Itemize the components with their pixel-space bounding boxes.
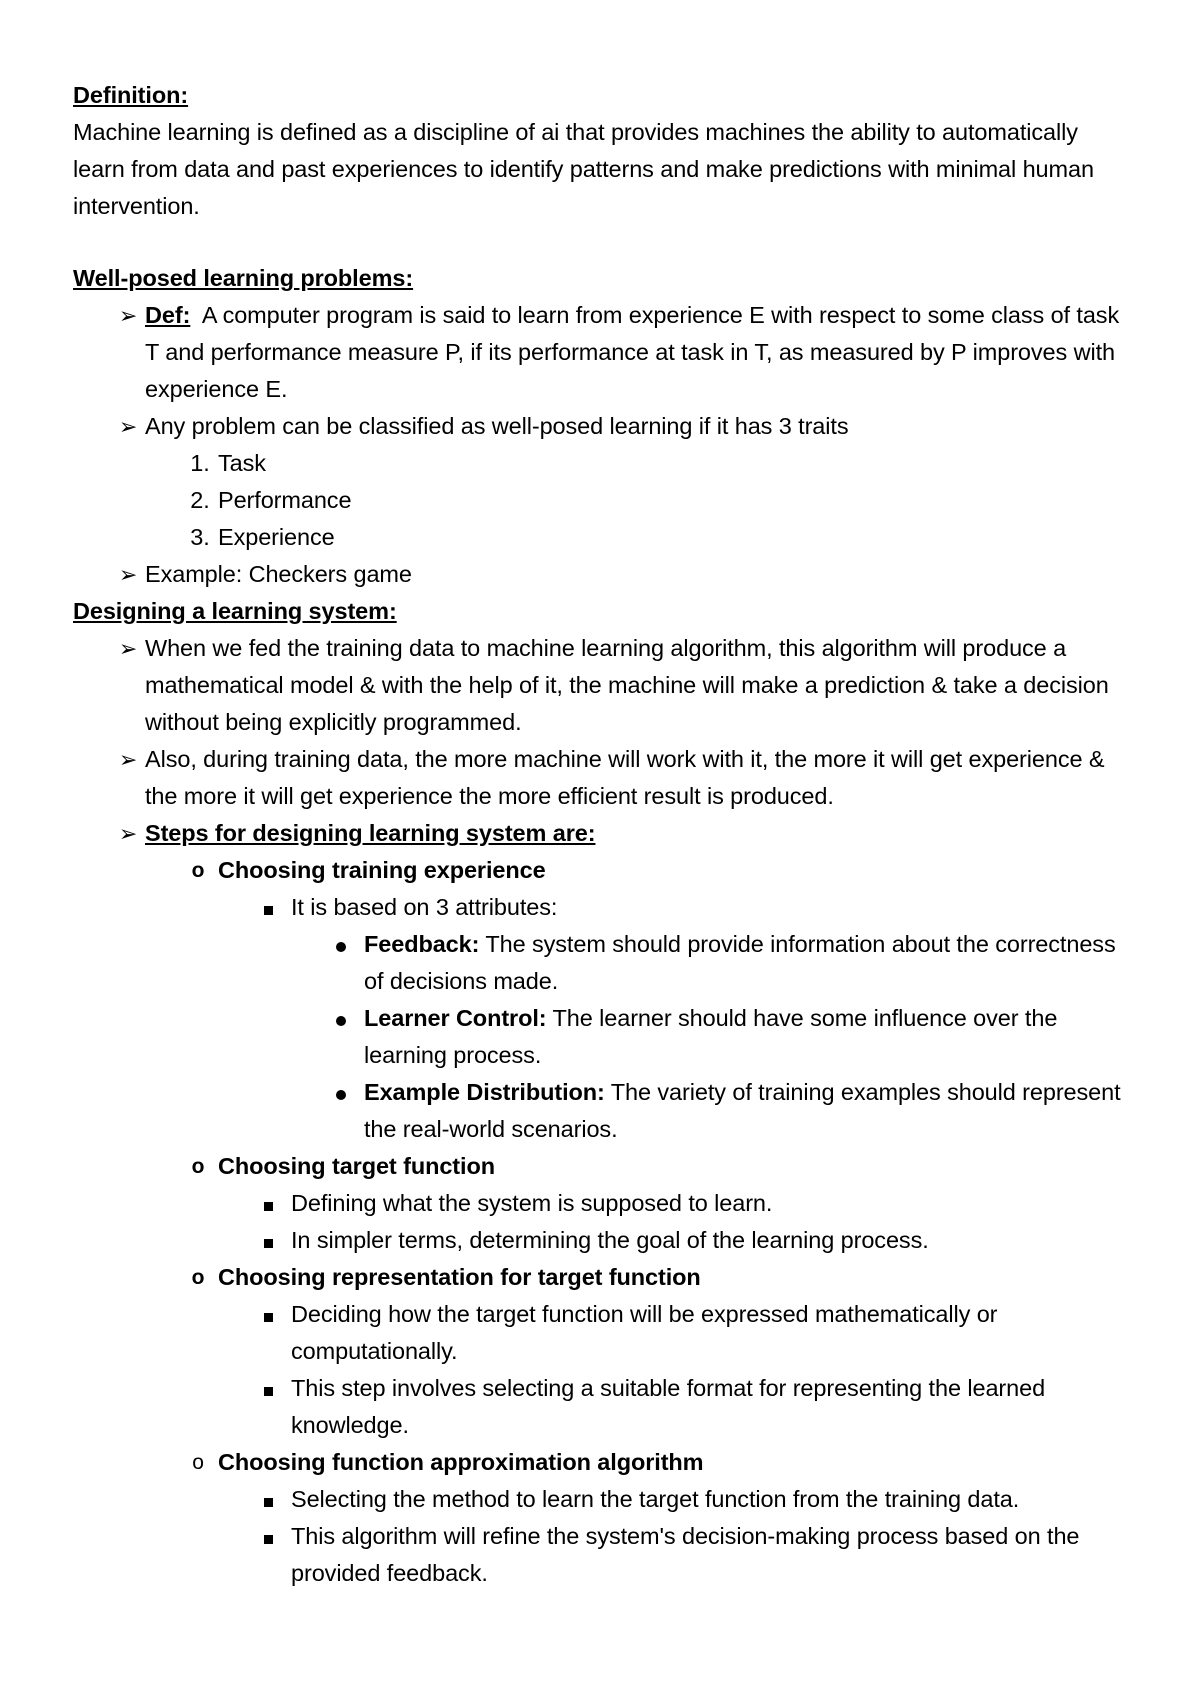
step-detail [73,1185,1133,1222]
designing-point-text: When we fed the training data to machine learning algorithm, this algorithm will produce a mathematical model & with the help of it, the machine will make a prediction & take a decision without being explicitly programmed. [145,635,1109,735]
attribute-item [73,1074,1133,1148]
step-detail-text: Selecting the method to learn the target function from the training data. [291,1486,1020,1512]
step-detail [73,1370,1133,1444]
trait-item [73,482,1133,519]
dot-bullet-icon [326,1000,356,1037]
definition-heading: Definition: [73,82,189,108]
circle-bullet-icon: o [191,859,205,882]
step-detail-text: Deciding how the target function will be expressed mathematically or computationally. [291,1301,998,1364]
square-bullet-icon [253,889,283,926]
spacer [73,225,1133,260]
steps-heading: Steps for designing learning system are: [145,820,596,846]
attribute-text: The learner should have some influence over the learning process. [364,1005,1058,1068]
step-item [73,1259,1133,1296]
traits-intro-item [73,408,1133,445]
list-number: 3. [190,524,210,550]
step-item [73,852,1133,889]
step-detail [73,1296,1133,1370]
designing-point [73,630,1133,741]
dot-bullet-icon [326,926,356,963]
attribute-text: The variety of training examples should represent the real-world scenarios. [364,1079,1121,1142]
designing-heading: Designing a learning system: [73,598,397,624]
step-detail-text: It is based on 3 attributes: [291,894,558,920]
circle-bullet-icon: o [192,1451,204,1474]
step-title: Choosing representation for target function [218,1264,701,1290]
step-detail [73,1222,1133,1259]
arrow-bullet-icon: ➢ [118,562,138,587]
circle-bullet-icon: o [191,1266,205,1289]
attribute-label: Feedback: [364,931,480,957]
arrow-bullet-icon: ➢ [118,636,138,661]
circle-bullet-icon: o [191,1155,205,1178]
document-content [73,77,1133,1592]
step-detail [73,1481,1133,1518]
arrow-bullet-icon: ➢ [118,414,138,439]
step-title: Choosing target function [218,1153,495,1179]
square-bullet-icon [253,1518,283,1555]
traits-intro-text: Any problem can be classified as well-posed learning if it has 3 traits [145,413,849,439]
step-detail [73,889,1133,926]
attribute-item [73,926,1133,1000]
step-title: Choosing function approximation algorithm [218,1449,704,1475]
designing-point [73,741,1133,815]
step-detail-text: This step involves selecting a suitable format for representing the learned knowledge. [291,1375,1046,1438]
def-item [73,297,1133,408]
step-detail [73,1518,1133,1592]
trait-item [73,519,1133,556]
step-detail-text: In simpler terms, determining the goal of the learning process. [291,1227,929,1253]
attribute-item [73,1000,1133,1074]
attribute-label: Learner Control: [364,1005,547,1031]
list-number: 1. [190,450,210,476]
attribute-text: The system should provide information about the correctness of decisions made. [364,931,1116,994]
step-detail-text: Defining what the system is supposed to learn. [291,1190,773,1216]
square-bullet-icon [253,1370,283,1407]
example-text: Example: Checkers game [145,561,412,587]
square-bullet-icon [253,1296,283,1333]
square-bullet-icon [253,1222,283,1259]
list-number: 2. [190,487,210,513]
designing-point-text: Also, during training data, the more machine will work with it, the more it will get experience & the more it will get experience the more efficient result is produced. [145,746,1105,809]
def-label: Def: [145,302,191,328]
step-item [73,1148,1133,1185]
trait-text: Performance [218,487,352,513]
example-item [73,556,1133,593]
square-bullet-icon [253,1481,283,1518]
dot-bullet-icon [326,1074,356,1111]
step-title: Choosing training experience [218,857,546,883]
definition-text: Machine learning is defined as a discipline of ai that provides machines the ability to automatically learn from data and past experiences to identify patterns and make predictions with minimal human intervention. [73,119,1094,219]
arrow-bullet-icon: ➢ [118,747,138,772]
step-detail-text: This algorithm will refine the system's decision-making process based on the provided feedback. [291,1523,1080,1586]
trait-text: Task [218,450,266,476]
trait-item [73,445,1133,482]
trait-text: Experience [218,524,335,550]
steps-heading-item [73,815,1133,852]
step-item [73,1444,1133,1481]
def-text: A computer program is said to learn from experience E with respect to some class of task T and performance measure P, if its performance at task in T, as measured by P improves with experience E. [145,302,1120,402]
arrow-bullet-icon: ➢ [118,303,138,328]
attribute-label: Example Distribution: [364,1079,605,1105]
square-bullet-icon [253,1185,283,1222]
well-posed-heading: Well-posed learning problems: [73,265,414,291]
arrow-bullet-icon: ➢ [118,821,138,846]
